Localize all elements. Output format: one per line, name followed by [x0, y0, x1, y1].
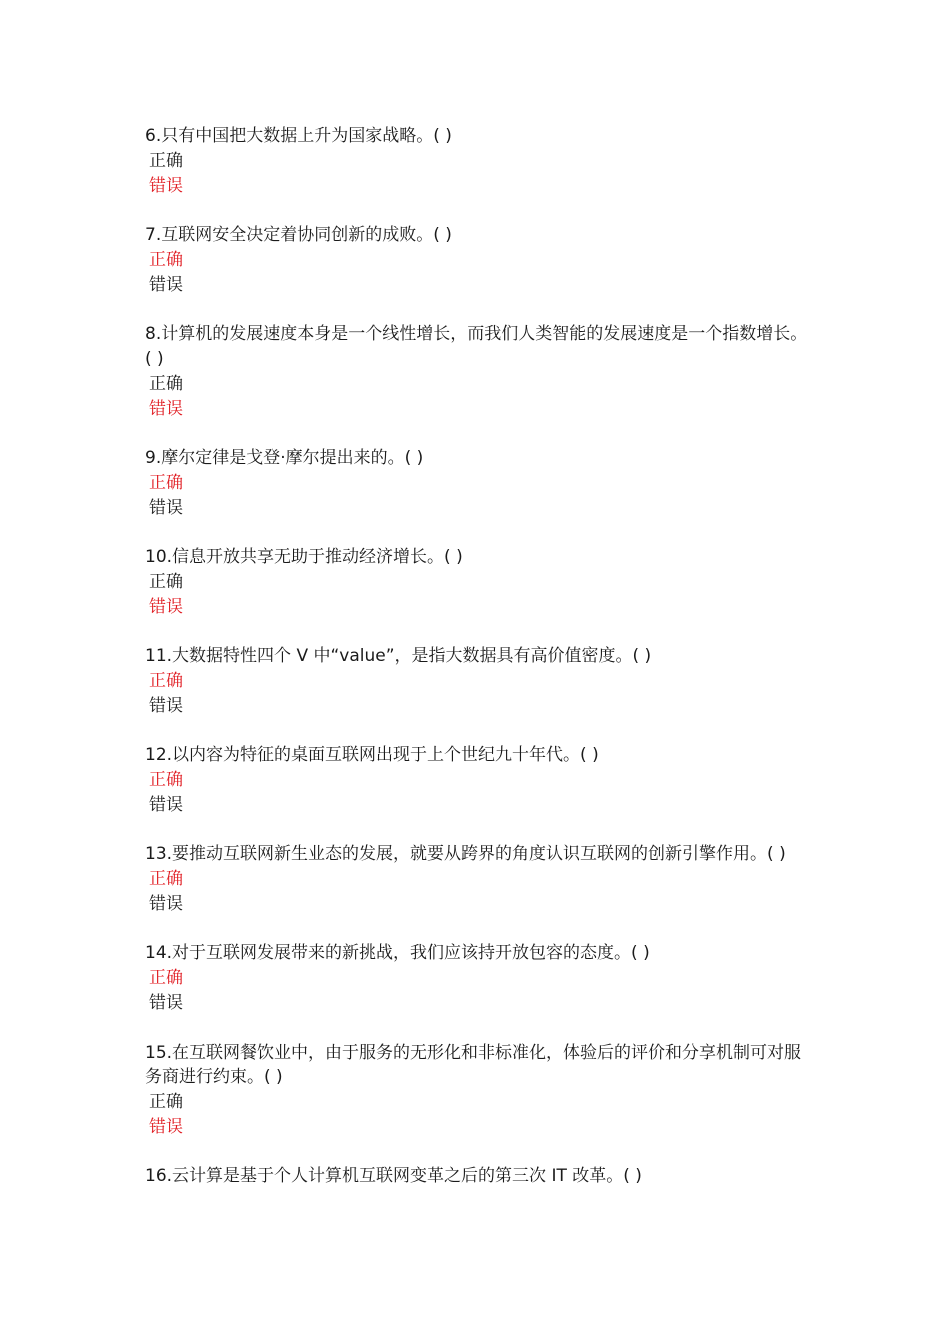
question-9: [145, 446, 810, 520]
option-false: 错误: [149, 497, 183, 518]
option-false: 错误: [149, 893, 183, 914]
question-text: 11.大数据特性四个 V 中“value”，是指大数据具有高价值密度。( ): [145, 646, 652, 667]
question-6: [145, 124, 810, 198]
question-text: 9.摩尔定律是戈登·摩尔提出来的。( ): [145, 448, 424, 469]
question-8: [145, 322, 810, 421]
question-text: 15.在互联网餐饮业中，由于服务的无形化和非标准化，体验后的评价和分享机制可对服务商进行约束。( ): [145, 1042, 802, 1088]
question-text: 16.云计算是基于个人计算机互联网变革之后的第三次 IT 改革。( ): [145, 1166, 642, 1187]
option-false: 错误: [149, 1116, 183, 1137]
question-text: 14.对于互联网发展带来的新挑战，我们应该持开放包容的态度。( ): [145, 943, 650, 964]
option-true: 正确: [149, 968, 183, 989]
question-list: [145, 124, 810, 1214]
question-10: [145, 545, 810, 619]
option-true: 正确: [149, 869, 183, 890]
option-false: 错误: [149, 695, 183, 716]
question-14: [145, 941, 810, 1015]
question-text: 6.只有中国把大数据上升为国家战略。( ): [145, 126, 452, 146]
option-true: 正确: [149, 249, 183, 270]
option-true: 正确: [149, 670, 183, 691]
option-false: 错误: [149, 596, 183, 617]
question-text: 13.要推动互联网新生业态的发展，就要从跨界的角度认识互联网的创新引擎作用。( ): [145, 844, 786, 865]
question-16: [145, 1164, 810, 1189]
option-true: 正确: [149, 373, 183, 394]
question-13: [145, 842, 810, 916]
option-true: 正确: [149, 770, 183, 791]
option-true: 正确: [149, 571, 183, 592]
question-11: [145, 644, 810, 718]
question-text: 7.互联网安全决定着协同创新的成败。( ): [145, 225, 452, 246]
question-15: [145, 1041, 810, 1140]
option-false: 错误: [149, 175, 183, 196]
question-text: 10.信息开放共享无助于推动经济增长。( ): [145, 547, 463, 568]
question-text: 12.以内容为特征的桌面互联网出现于上个世纪九十年代。( ): [145, 745, 599, 766]
option-true: 正确: [149, 150, 183, 171]
question-7: [145, 223, 810, 297]
option-false: 错误: [149, 993, 183, 1014]
question-text: 8.计算机的发展速度本身是一个线性增长，而我们人类智能的发展速度是一个指数增长。( ): [145, 324, 808, 369]
option-false: 错误: [149, 274, 183, 295]
option-true: 正确: [149, 472, 183, 493]
option-false: 错误: [149, 794, 183, 815]
option-false: 错误: [149, 398, 183, 419]
question-12: [145, 743, 810, 817]
option-true: 正确: [149, 1092, 183, 1113]
